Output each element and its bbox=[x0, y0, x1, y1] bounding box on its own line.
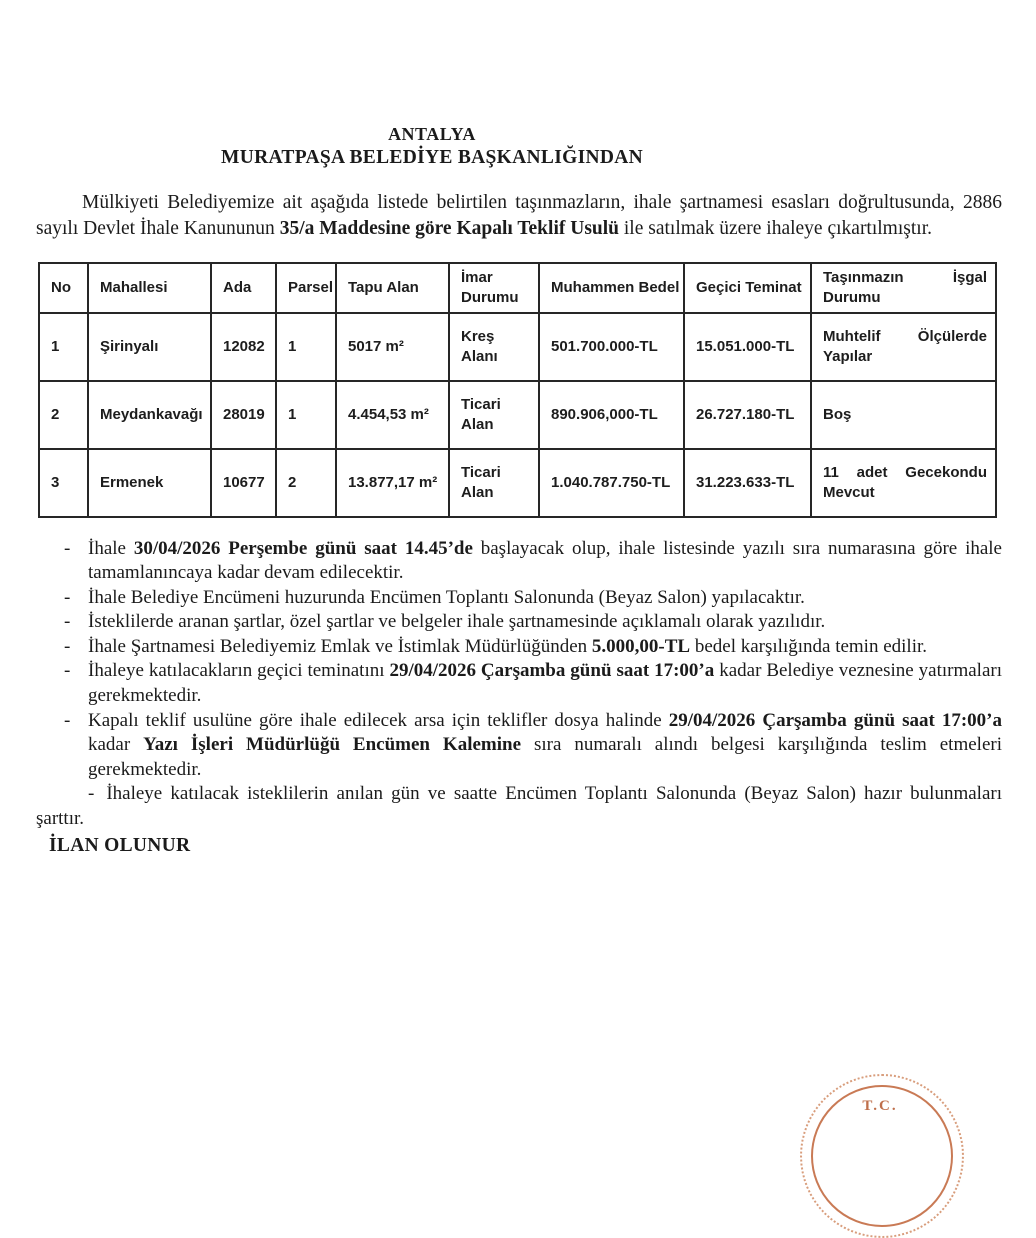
cell-imar-durumu: Ticari Alan bbox=[449, 381, 539, 449]
header-ada: Ada bbox=[211, 263, 276, 313]
cell-imar-durumu: Kreş Alanı bbox=[449, 313, 539, 381]
bullet-marker: - bbox=[64, 611, 71, 633]
title-city: ANTALYA bbox=[388, 124, 476, 144]
page-title bbox=[36, 124, 828, 169]
cell-parsel: 2 bbox=[276, 449, 336, 517]
cell-tapu-alan: 13.877,17 m² bbox=[336, 449, 449, 517]
cell-gecici-teminat: 31.223.633-TL bbox=[684, 449, 811, 517]
cell-parsel: 1 bbox=[276, 313, 336, 381]
list-item: - İsteklilerde aranan şartlar, özel şartlar ve belgeler ihale şartnamesinde açıklamalı olarak yazılıdır. bbox=[36, 610, 1002, 635]
title-authority: MURATPAŞA BELEDİYE BAŞKANLIĞINDAN bbox=[221, 147, 643, 168]
header-mahallesi: Mahallesi bbox=[88, 263, 211, 313]
intro-text-2: ile satılmak üzere ihaleye çıkartılmıştır. bbox=[619, 218, 932, 239]
bullet-marker: - bbox=[64, 635, 71, 657]
cell-no: 3 bbox=[39, 449, 88, 517]
cell-ada: 28019 bbox=[211, 381, 276, 449]
bullet-marker: - bbox=[64, 660, 71, 682]
cell-no: 1 bbox=[39, 313, 88, 381]
header-parsel: Parsel bbox=[276, 263, 336, 313]
header-gecici-teminat: Geçici Teminat bbox=[684, 263, 811, 313]
intro-paragraph bbox=[36, 190, 1002, 242]
list-item: - İhale Belediye Encümeni huzurunda Encümen Toplantı Salonunda (Beyaz Salon) yapılacaktır. bbox=[36, 586, 1002, 611]
official-seal bbox=[800, 1074, 964, 1238]
cell-ada: 12082 bbox=[211, 313, 276, 381]
table-row bbox=[39, 313, 996, 381]
cell-no: 2 bbox=[39, 381, 88, 449]
cell-mahallesi: Meydankavağı bbox=[88, 381, 211, 449]
header-imar-durumu: İmar Durumu bbox=[449, 263, 539, 313]
seal-text-arc bbox=[800, 1074, 964, 1238]
list-item: - İhaleye katılacak isteklilerin anılan gün ve saatte Encümen Toplantı Salonunda (Beyaz Salon) hazır bulunmaları şarttır. bbox=[36, 783, 1002, 830]
intro-text-bold: 35/a Maddesine göre Kapalı Teklif Usulü bbox=[279, 218, 620, 239]
seal-ring bbox=[811, 1085, 953, 1227]
tender-properties-table bbox=[38, 262, 997, 518]
bullet-marker: - bbox=[64, 709, 71, 731]
cell-isgal-durumu: Muhtelif Ölçülerde Yapılar bbox=[811, 313, 996, 381]
cell-tapu-alan: 4.454,53 m² bbox=[336, 381, 449, 449]
list-item: - İhale 30/04/2026 Perşembe günü saat 14.45’de başlayacak olup, ihale listesinde yazılı sıra numarasına göre ihale tamamlanıncaya kadar devam edilecektir. bbox=[64, 537, 1002, 584]
header-muhammen-bedel: Muhammen Bedel bbox=[539, 263, 684, 313]
cell-tapu-alan: 5017 m² bbox=[336, 313, 449, 381]
scanned-announcement-page bbox=[0, 124, 1036, 1114]
header-tapu-alan: Tapu Alan bbox=[336, 263, 449, 313]
header-isgal-durumu: Taşınmazın İşgal Durumu bbox=[811, 263, 996, 313]
cell-ada: 10677 bbox=[211, 449, 276, 517]
conditions-list bbox=[36, 537, 1002, 832]
cell-mahallesi: Şirinyalı bbox=[88, 313, 211, 381]
document-body bbox=[0, 124, 1036, 857]
cell-muhammen-bedel: 890.906,000-TL bbox=[539, 381, 684, 449]
cell-mahallesi: Ermenek bbox=[88, 449, 211, 517]
cell-parsel: 1 bbox=[276, 381, 336, 449]
cell-imar-durumu: Ticari Alan bbox=[449, 449, 539, 517]
bullet-marker: - bbox=[88, 783, 95, 805]
cell-gecici-teminat: 26.727.180-TL bbox=[684, 381, 811, 449]
header-no: No bbox=[39, 263, 88, 313]
list-item: - Kapalı teklif usulüne göre ihale edilecek arsa için teklifler dosya halinde 29/04/2026 Çarşamba günü saat 17:00’a kadar Yazı İşleri Müdürlüğü Encümen Kalemine sıra numaralı alındı belgesi karşılığında teslim etmeleri gerekmektedir. bbox=[64, 709, 1002, 780]
seal-abbrev: T.C. bbox=[862, 1098, 898, 1114]
closing-text: İLAN OLUNUR bbox=[49, 834, 191, 856]
bullet-marker: - bbox=[64, 586, 71, 608]
intro-text-1: Mülkiyeti Belediyemize ait aşağıda listede belirtilen taşınmazların, ihale şartnamesi esasları doğrultusunda, 2886 sayılı Devlet İhale Kanununun bbox=[36, 192, 1002, 239]
list-item: - İhale Şartnamesi Belediyemiz Emlak ve İstimlak Müdürlüğünden 5.000,00-TL bedel karşılığında temin edilir. bbox=[36, 635, 1002, 660]
cell-muhammen-bedel: 501.700.000-TL bbox=[539, 313, 684, 381]
cell-gecici-teminat: 15.051.000-TL bbox=[684, 313, 811, 381]
table-row bbox=[39, 381, 996, 449]
bullet-marker: - bbox=[64, 537, 71, 559]
cell-isgal-durumu: Boş bbox=[811, 381, 996, 449]
list-item: - İhaleye katılacakların geçici teminatını 29/04/2026 Çarşamba günü saat 17:00’a kadar Belediye veznesine yatırmaları gerekmektedir. bbox=[64, 660, 1002, 707]
table-header-row bbox=[39, 263, 996, 313]
cell-isgal-durumu: 11 adet Gecekondu Mevcut bbox=[811, 449, 996, 517]
cell-muhammen-bedel: 1.040.787.750-TL bbox=[539, 449, 684, 517]
table-row bbox=[39, 449, 996, 517]
